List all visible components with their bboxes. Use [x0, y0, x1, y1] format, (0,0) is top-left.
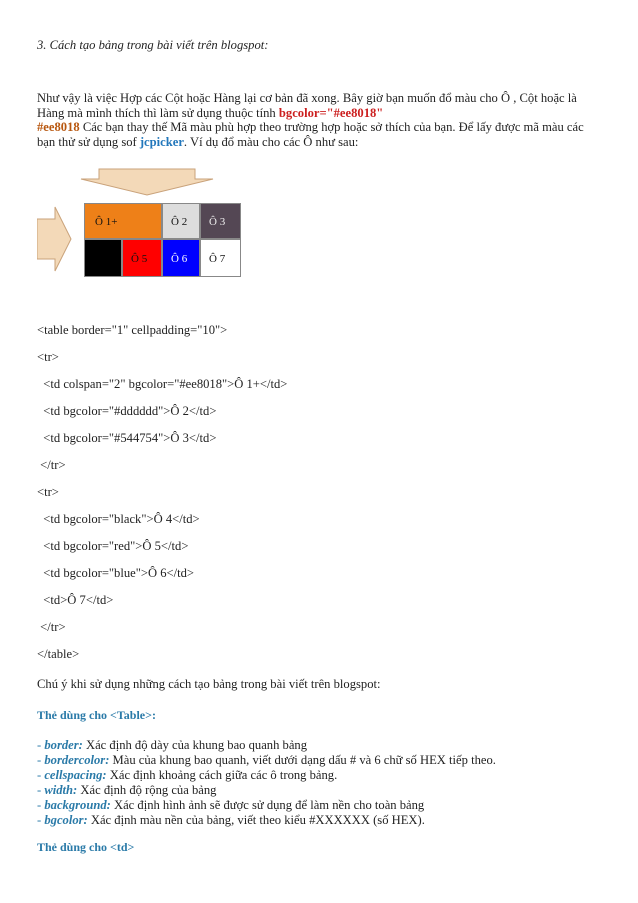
cell-7-label: Ô 7: [209, 253, 226, 265]
code-line: <td>Ô 7</td>: [37, 593, 114, 607]
usage-note: Chú ý khi sử dụng những cách tạo bảng trong bài viết trên blogspot:: [37, 677, 381, 691]
attribute-item: - width: Xác định độ rộng của bảng: [37, 783, 217, 797]
intro-text-1: Như vậy là việc Hợp các Cột hoặc Hàng lại cơ bản đã xong. Bây giờ bạn muốn đổ màu cho Ô , Cột hoặc là Hàng mà mình thích thì làm sử dụng thuộc tính: [37, 91, 577, 120]
cell-5-label: Ô 5: [131, 253, 148, 265]
code-line: <td bgcolor="#dddddd">Ô 2</td>: [37, 404, 217, 418]
attribute-desc: Xác định màu nền của bảng, viết theo kiểu #XXXXXX (số HEX).: [87, 813, 425, 827]
code-line: <td bgcolor="black">Ô 4</td>: [37, 512, 200, 526]
jcpicker-link[interactable]: jcpicker: [139, 134, 184, 149]
right-arrow-icon: [37, 207, 71, 271]
attribute-item: - bordercolor: Màu của khung bao quanh, viết dưới dạng dấu # và 6 chữ số HEX tiếp theo.: [37, 753, 496, 767]
code-line: </table>: [37, 647, 80, 661]
attribute-desc: Xác định độ dày của khung bao quanh bảng: [82, 738, 308, 752]
attribute-desc: Xác định hình ảnh sẽ được sử dụng để làm nền cho toàn bảng: [110, 798, 425, 812]
cell-1-label: Ô 1+: [95, 216, 118, 228]
attribute-desc: Xác định độ rộng của bảng: [77, 783, 217, 797]
colored-table-image: [37, 167, 243, 279]
intro-text-3: . Ví dụ đổ màu cho các Ô như sau:: [183, 134, 359, 149]
cell-3-label: Ô 3: [209, 216, 226, 228]
code-line: <td bgcolor="blue">Ô 6</td>: [37, 566, 195, 580]
attribute-item: - border: Xác định độ dày của khung bao quanh bảng: [37, 738, 308, 752]
attribute-name: bgcolor:: [44, 813, 88, 827]
down-arrow-icon: [81, 169, 213, 195]
cell-6-label: Ô 6: [171, 253, 188, 265]
td-tag-section-title: Thẻ dùng cho <td>: [37, 840, 135, 854]
attribute-item: - cellspacing: Xác định khoảng cách giữa các ô trong bảng.: [37, 768, 338, 782]
bgcolor-attribute: bgcolor="#ee8018": [278, 105, 384, 120]
code-line: </tr>: [37, 458, 66, 472]
attribute-name: width:: [44, 783, 78, 797]
code-line: <tr>: [37, 485, 59, 499]
color-code: #ee8018: [37, 120, 80, 134]
cell-2-label: Ô 2: [171, 216, 188, 228]
cell-4: [85, 240, 121, 276]
code-line: <td bgcolor="#544754">Ô 3</td>: [37, 431, 217, 445]
attribute-name: bordercolor:: [44, 753, 110, 767]
section-heading: 3. Cách tạo bảng trong bài viết trên blogspot:: [37, 38, 269, 52]
document-page: [37, 38, 597, 149]
attribute-name: background:: [44, 798, 111, 812]
intro-text-2: Các bạn thay thế Mã màu phù hợp theo trường hợp hoặc sở thích của bạn. Để lấy được mã màu các bạn thử sử dụng sof: [37, 120, 584, 149]
table-tag-section-title: Thẻ dùng cho <Table>:: [37, 708, 156, 722]
attribute-item: - background: Xác định hình ảnh sẽ được sử dụng để làm nền cho toàn bảng: [37, 798, 425, 812]
attribute-name: border:: [44, 738, 83, 752]
code-line: <table border="1" cellpadding="10">: [37, 323, 228, 337]
code-line: </tr>: [37, 620, 66, 634]
intro-paragraph: [37, 91, 597, 149]
table-attribute-list: [37, 738, 597, 828]
code-line: <td bgcolor="red">Ô 5</td>: [37, 539, 189, 553]
attribute-desc: Xác định khoảng cách giữa các ô trong bảng.: [106, 768, 338, 782]
attribute-name: cellspacing:: [44, 768, 107, 782]
code-line: <td colspan="2" bgcolor="#ee8018">Ô 1+</td>: [37, 377, 288, 391]
code-line: <tr>: [37, 350, 59, 364]
attribute-desc: Màu của khung bao quanh, viết dưới dạng dấu # và 6 chữ số HEX tiếp theo.: [109, 753, 496, 767]
attribute-item: - bgcolor: Xác định màu nền của bảng, viết theo kiểu #XXXXXX (số HEX).: [37, 813, 425, 827]
